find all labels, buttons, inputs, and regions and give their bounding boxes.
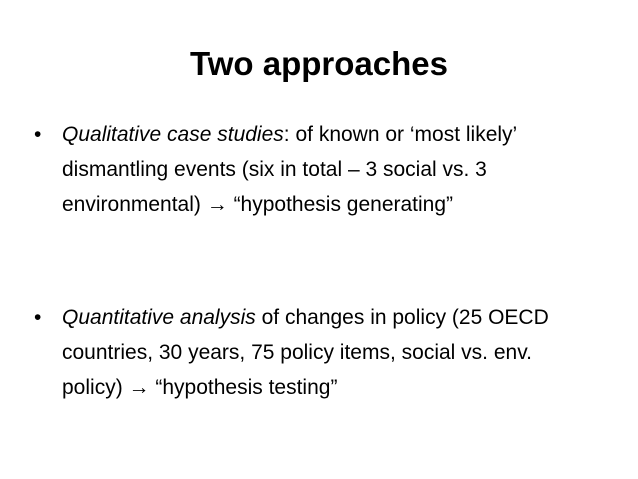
bullet-emphasis: Qualitative case studies (62, 123, 284, 146)
bullet-marker: • (34, 306, 42, 329)
bullet-emphasis: Quantitative analysis (62, 306, 256, 329)
bullet-item-quantitative (34, 300, 594, 405)
bullet-item-qualitative (34, 117, 594, 222)
bullet-text (62, 300, 594, 405)
bullet-text (62, 117, 594, 222)
slide-title: Two approaches (190, 45, 448, 82)
bullet-marker: • (34, 123, 42, 146)
bullet-body: : of known or ‘most likely’ dismantling events (six in total – 3 social vs. 3 environmental) → “hypothesis generating” (62, 123, 517, 216)
bullet-body: of changes in policy (25 OECD countries, 30 years, 75 policy items, social vs. env. policy) → “hypothesis testing” (62, 306, 549, 399)
